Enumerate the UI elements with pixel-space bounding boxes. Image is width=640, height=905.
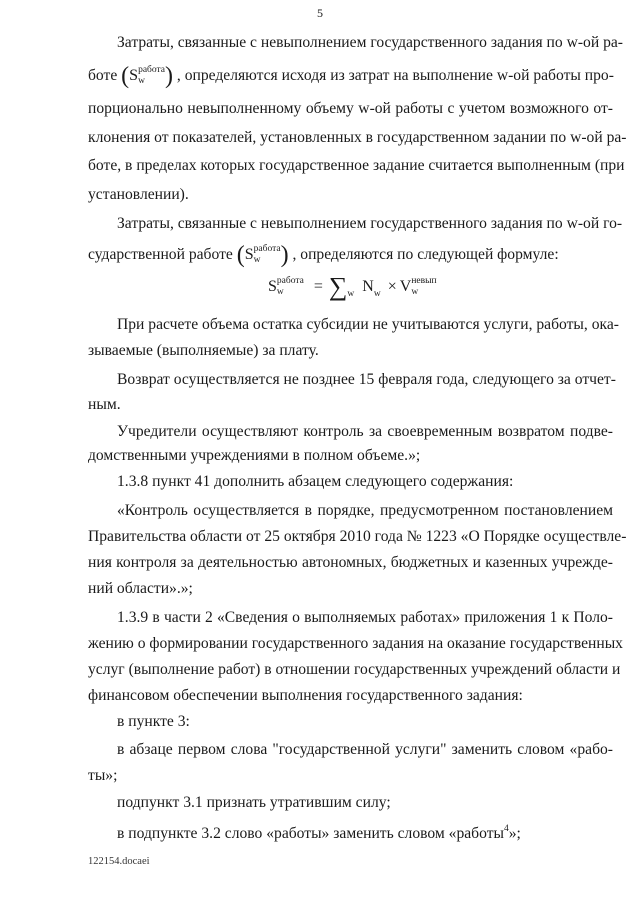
subscript-w: w — [347, 289, 355, 299]
paragraph-1-line-6: установлении). — [88, 186, 189, 203]
text-fragment: »; — [508, 825, 521, 842]
superscript-rabota: работа — [276, 276, 304, 287]
paragraph-5-line-2: домственными учреждениями в полном объеме.»; — [88, 447, 421, 464]
file-name-footer: 122154.docaei — [88, 856, 150, 867]
right-paren: ) — [165, 62, 173, 89]
symbol-s: S — [244, 246, 254, 263]
text-fragment: боте — [88, 67, 118, 84]
paragraph-5-line-1: Учредители осуществляют контроль за своевременным возвратом подве- — [117, 423, 613, 440]
left-paren: ( — [121, 62, 130, 89]
subscript-w: w — [138, 75, 145, 86]
paragraph-1-line-3: порционально невыполненному объему w-ой работы с учетом возможного от- — [88, 100, 613, 117]
text-fragment: сударственной работе — [88, 246, 233, 263]
paragraph-9: в пункте 3: — [117, 713, 190, 730]
symbol-s: S — [268, 278, 277, 295]
symbol-n: N — [362, 278, 374, 295]
paragraph-8-line-4: финансовом обеспечении выполнения государственного задания: — [88, 687, 523, 704]
paragraph-2-line-1: Затраты, связанные с невыполнением государственного задания по w-ой го- — [117, 215, 623, 232]
left-paren: ( — [236, 241, 245, 268]
right-paren: ) — [280, 241, 289, 268]
multiply-sign: × — [387, 278, 397, 295]
formula-display — [268, 272, 437, 302]
text-fragment: , определяются по следующей формуле: — [292, 246, 559, 263]
paragraph-2-line-2 — [88, 241, 613, 268]
superscript-rabota: работа — [138, 65, 165, 76]
paragraph-7-line-4: ний области».»; — [88, 580, 193, 597]
subscript-w: w — [411, 286, 419, 297]
paragraph-3-line-1: При расчете объема остатка субсидии не учитываются услуги, работы, ока- — [117, 316, 619, 333]
paragraph-6: 1.3.8 пункт 41 дополнить абзацем следующего содержания: — [117, 473, 514, 490]
paragraph-8-line-3: услуг (выполнение работ) в отношении государственных учреждений области и — [88, 661, 621, 678]
text-fragment: , определяются исходя из затрат на выполнение w-ой работы про- — [176, 67, 614, 84]
paragraph-12 — [117, 820, 613, 843]
paragraph-7-line-2: Правительства области от 25 октября 2010 года № 1223 «О Порядке осуществле- — [88, 528, 627, 545]
sub-sup-stack — [254, 245, 281, 265]
paragraph-3-line-2: зываемые (выполняемые) за плату. — [88, 342, 319, 359]
page-number: 5 — [317, 6, 323, 20]
paragraph-7-line-3: ния контроля за деятельностью автономных, бюджетных и казенных учрежде- — [88, 554, 613, 571]
paragraph-10-line-2: ты»; — [88, 767, 118, 784]
paragraph-1-line-4: клонения от показателей, установленных в государственном задании по w-ой ра- — [88, 129, 627, 146]
superscript-nevyp: невып — [411, 276, 437, 287]
paragraph-1-line-5: боте, в пределах которых государственное задание считается выполненным (при — [88, 157, 625, 174]
sum-sign: ∑ — [328, 272, 348, 301]
subscript-w: w — [373, 289, 381, 299]
sub-sup-stack — [277, 277, 304, 297]
subscript-w: w — [276, 286, 284, 297]
footnote-marker: 4 — [504, 824, 509, 834]
equals-sign: = — [313, 278, 323, 295]
formula-inline-s-work — [236, 241, 293, 268]
sub-sup-stack — [138, 66, 165, 86]
symbol-v: V — [399, 278, 412, 295]
paragraph-1-line-1: Затраты, связанные с невыполнением государственного задания по w-ой ра- — [117, 34, 623, 51]
symbol-s: S — [129, 67, 139, 84]
subscript-w: w — [253, 254, 261, 265]
paragraph-8-line-2: жению о формировании государственного задания на оказание государственных — [88, 635, 623, 652]
paragraph-1-line-2 — [88, 62, 614, 89]
paragraph-4-line-1: Возврат осуществляется не позднее 15 февраля года, следующего за отчет- — [117, 371, 616, 388]
superscript-rabota: работа — [253, 244, 281, 255]
text-fragment: в подпункте 3.2 слово «работы» заменить словом «работы — [117, 825, 504, 842]
sub-sup-stack — [411, 277, 436, 297]
paragraph-4-line-2: ным. — [88, 396, 121, 413]
paragraph-11: подпункт 3.1 признать утратившим силу; — [117, 794, 391, 811]
paragraph-8-line-1: 1.3.9 в части 2 «Сведения о выполняемых работах» приложения 1 к Поло- — [117, 609, 613, 626]
paragraph-7-line-1: «Контроль осуществляется в порядке, предусмотренном постановлением — [117, 502, 613, 519]
formula-inline-s-work — [121, 62, 177, 89]
paragraph-10-line-1: в абзаце первом слова "государственной услуги" заменить словом «рабо- — [117, 741, 613, 758]
